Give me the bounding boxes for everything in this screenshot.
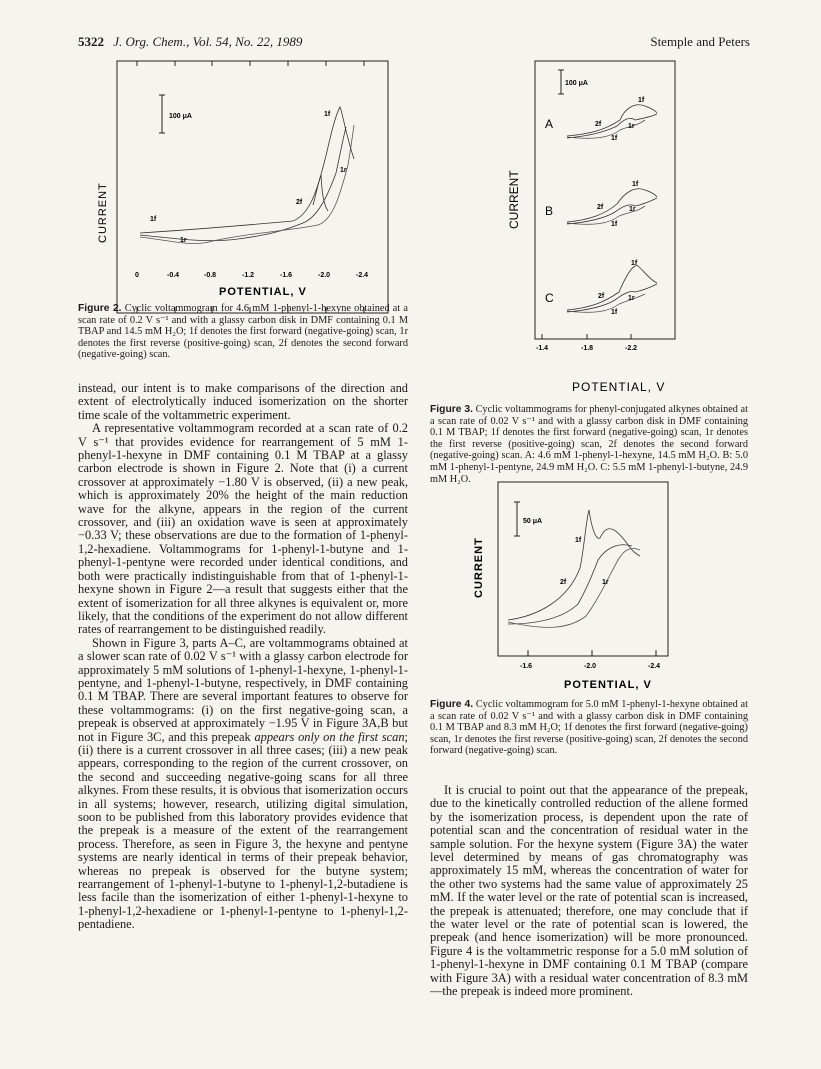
figure-3-tick: -2.2	[625, 345, 638, 352]
figure-2-ylabel: CURRENT	[97, 182, 109, 243]
figure-2-tick: -1.2	[242, 272, 255, 279]
paragraph-1: instead, our intent is to make comparisons of the direction and extent of electrolytically induced isomerization on the shorter time scale of the voltammetric experiment.	[78, 381, 408, 422]
figure-3-b-label-1f: 1f	[632, 181, 639, 188]
paragraph-3	[78, 637, 408, 932]
figure-2-tick: -1.6	[280, 272, 293, 279]
paragraph-3-part-a: Shown in Figure 3, parts A–C, are voltammograms obtained at a slower scan rate of 0.02 V s⁻¹ with a glassy carbon electrode for approximately 5 mM solutions of 1-phenyl-1-hexyne, 1-phenyl-1-pentyne, and 1-phenyl-1-butyne, respectively, in DMF containing 0.1 M TBAP. There are several important features to observe for these voltammograms: (i) on the first negative-going scan, a prepeak is observed at approximately −1.95 V in Figure 3A,B but not in Figure 3C, and this prepeak	[78, 635, 408, 744]
figure-2-caption	[78, 303, 408, 361]
right-column-text	[430, 784, 748, 999]
left-column-text	[78, 382, 408, 932]
figure-4-caption-label: Figure 4.	[430, 699, 474, 710]
author-header: Stemple and Peters	[650, 34, 750, 49]
figure-2-tick: 0	[135, 272, 139, 279]
figure-4-tick: -1.6	[520, 663, 533, 670]
figure-2-label-1f-left: 1f	[150, 216, 157, 223]
figure-2	[78, 55, 408, 300]
figure-3-tick: -1.4	[536, 345, 549, 352]
figure-2-tick: -2.4	[356, 272, 369, 279]
figure-4-ylabel: CURRENT	[473, 537, 485, 598]
figure-4-caption	[430, 699, 748, 757]
figure-3-a-label-1r: 1r	[628, 123, 635, 130]
figure-3-c-label-1f: 1f	[631, 260, 638, 267]
figure-2-tick: -2.0	[318, 272, 331, 279]
figure-4-label-2f: 2f	[560, 579, 567, 586]
figure-3-ylabel: CURRENT	[507, 170, 521, 229]
paragraph-4: It is crucial to point out that the appearance of the prepeak, due to the kinetically controlled reduction of the allene formed by the isomerization process, is dependent upon the rate of potential scan and the concentration of residual water in the sample solution. For the hexyne system (Figure 3A) the water level determined by means of gas chromatography was approximately 15 mM, whereas the concentration of water for the other two systems had the same value of approximately 25 mM. If the water level or the rate of potential scan is increased, the prepeak is attenuated; therefore, one may conclude that if the water level or the rate of potential scan is lowered, the prepeak (and hence isomerization) will be more pronounced. Figure 4 is the voltammetric response for a 5.0 mM solution of 1-phenyl-1-hexyne in DMF containing 0.1 M TBAP (compare with Figure 3A) with a residual water concentration of 8.3 mM—the prepeak is indeed more prominent.	[430, 783, 748, 999]
figure-2-label-2f: 2f	[296, 199, 303, 206]
paragraph-3-italic: appears only on the first scan	[254, 729, 405, 744]
figure-2-tick: -0.8	[204, 272, 217, 279]
figure-3-panel-c: C	[545, 291, 554, 305]
figure-3-caption-text: Cyclic voltammograms for phenyl-conjugated alkynes obtained at a scan rate of 0.02 V s⁻¹ and with a glassy carbon disk in DMF containing 0.1 M TBAP; 1f denotes the first forward (negative-going) scan, 1r denotes the first reverse (positive-going) scan, 2f denotes the second forward (negative-going) scan. A: 4.6 mM 1-phenyl-1-hexyne, 14.5 mM H₂O. B: 5.0 mM 1-phenyl-1-pentyne, 24.9 mM H₂O. C: 5.5 mM 1-phenyl-1-butyne, 24.9 mM H₂O.	[430, 404, 748, 485]
figure-2-caption-label: Figure 2.	[78, 303, 122, 314]
figure-4	[468, 480, 678, 695]
page-number: 5322	[78, 34, 104, 49]
figure-3-a-label-1f: 1f	[638, 97, 645, 104]
figure-3-b-label-1f-low: 1f	[611, 221, 618, 228]
journal-citation: J. Org. Chem., Vol. 54, No. 22, 1989	[113, 34, 303, 49]
figure-3-c-label-1f-low: 1f	[611, 309, 618, 316]
figure-2-label-1r-right: 1r	[340, 167, 347, 174]
figure-3	[505, 58, 685, 398]
figure-4-plot	[468, 480, 678, 695]
figure-3-c-label-1r: 1r	[628, 295, 635, 302]
running-header	[78, 34, 302, 50]
figure-3-b-label-2f: 2f	[597, 204, 604, 211]
figure-3-panel-a: A	[545, 117, 554, 131]
figure-4-xlabel: POTENTIAL, V	[564, 679, 652, 691]
figure-4-label-1f: 1f	[575, 537, 582, 544]
figure-2-caption-text: Cyclic voltammogram for 4.6 mM 1-phenyl-1-hexyne obtained at a scan rate of 0.2 V s⁻¹ and with a glassy carbon disk in DMF containing 0.1 M TBAP and 14.5 mM H₂O; 1f denotes the first forward (negative-going) scan, 1r denotes the first reverse (positive-going) scan, 2f denotes the second forward (negative-going) scan.	[78, 303, 408, 361]
figure-2-tick: -0.4	[167, 272, 180, 279]
figure-4-scale-bar: 50 μA	[523, 518, 543, 525]
paragraph-2: A representative voltammogram recorded at a scan rate of 0.2 V s⁻¹ that provides evidence for rearrangement of 5 mM 1-phenyl-1-hexyne in DMF containing 0.1 M TBAP at a glassy carbon electrode is shown in Figure 2. Note that (i) a current crossover at approximately −1.80 V is observed, (ii) a new peak, which is approximately 20% the height of the main reduction wave for the alkyne, appears in the region of the current crossover, and (iii) an oxidation wave is seen at approximately −0.33 V; these observations are due to the formation of 1-phenyl-1,2-hexadiene. Voltammograms for 1-phenyl-1-butyne and 1-phenyl-1-pentyne were recorded under identical conditions, and both were practically indistinguishable from that of 1-phenyl-1-hexyne shown in Figure 2—a result that suggests either that the extent of isomerization for all three alkynes is equivalent or, more likely, that the conditions of the experiment do not allow different rates of rearrangement to be distinguished readily.	[78, 421, 408, 637]
figure-3-c-label-2f: 2f	[598, 293, 605, 300]
figure-2-xlabel: POTENTIAL, V	[219, 286, 307, 298]
figure-2-plot	[78, 55, 408, 300]
figure-2-scale-bar: 100 μA	[169, 113, 192, 120]
figure-2-label-1f-top: 1f	[324, 111, 331, 118]
figure-3-a-label-2f: 2f	[595, 121, 602, 128]
figure-3-caption	[430, 404, 748, 485]
figure-4-tick: -2.4	[648, 663, 661, 670]
figure-3-b-label-1r: 1r	[629, 206, 636, 213]
figure-3-tick: -1.8	[581, 345, 594, 352]
figure-3-a-label-1f-low: 1f	[611, 135, 618, 142]
figure-3-scale-bar: 100 μA	[565, 80, 588, 87]
figure-4-tick: -2.0	[584, 663, 597, 670]
figure-4-label-1r: 1r	[602, 579, 609, 586]
paragraph-3-part-b: ; (ii) there is a current crossover in all three cases; (iii) a new peak appears, corresponding to the region of the current crossover, on the second and succeeding negative-going scans for all three alkynes. From these results, it is obvious that isomerization occurs in all systems; however, research, utilizing digital simulation, soon to be published from this laboratory provides evidence that the prepeak is a measure of the extent of the rearrangement process. Therefore, as seen in Figure 3, the hexyne and pentyne systems are nearly identical in terms of their prepeak behavior, whereas no prepeak is observed for the butyne system; rearrangement of 1-phenyl-1-butyne to 1-phenyl-1,2-butadiene is less facile than the isomerization of either 1-phenyl-1-hexyne to 1-phenyl-1,2-hexadiene or 1-phenyl-1-pentyne to 1-phenyl-1,2-pentadiene.	[78, 729, 408, 932]
figure-4-caption-text: Cyclic voltammogram for 5.0 mM 1-phenyl-1-hexyne obtained at a scan rate of 0.02 V s⁻¹ and with a glassy carbon disk in DMF containing 0.1 M TBAP and 8.3 mM H₂O; 1f denotes the first forward (negative-going) scan, 1r denotes the first reverse (positive-going) scan, 2f denotes the second forward (negative-going) scan.	[430, 699, 748, 757]
figure-2-label-1r-bottom: 1r	[180, 237, 187, 244]
figure-3-panel-b: B	[545, 204, 554, 218]
figure-3-plot	[505, 58, 685, 398]
figure-3-xlabel: POTENTIAL, V	[572, 380, 666, 394]
figure-3-caption-label: Figure 3.	[430, 404, 473, 415]
